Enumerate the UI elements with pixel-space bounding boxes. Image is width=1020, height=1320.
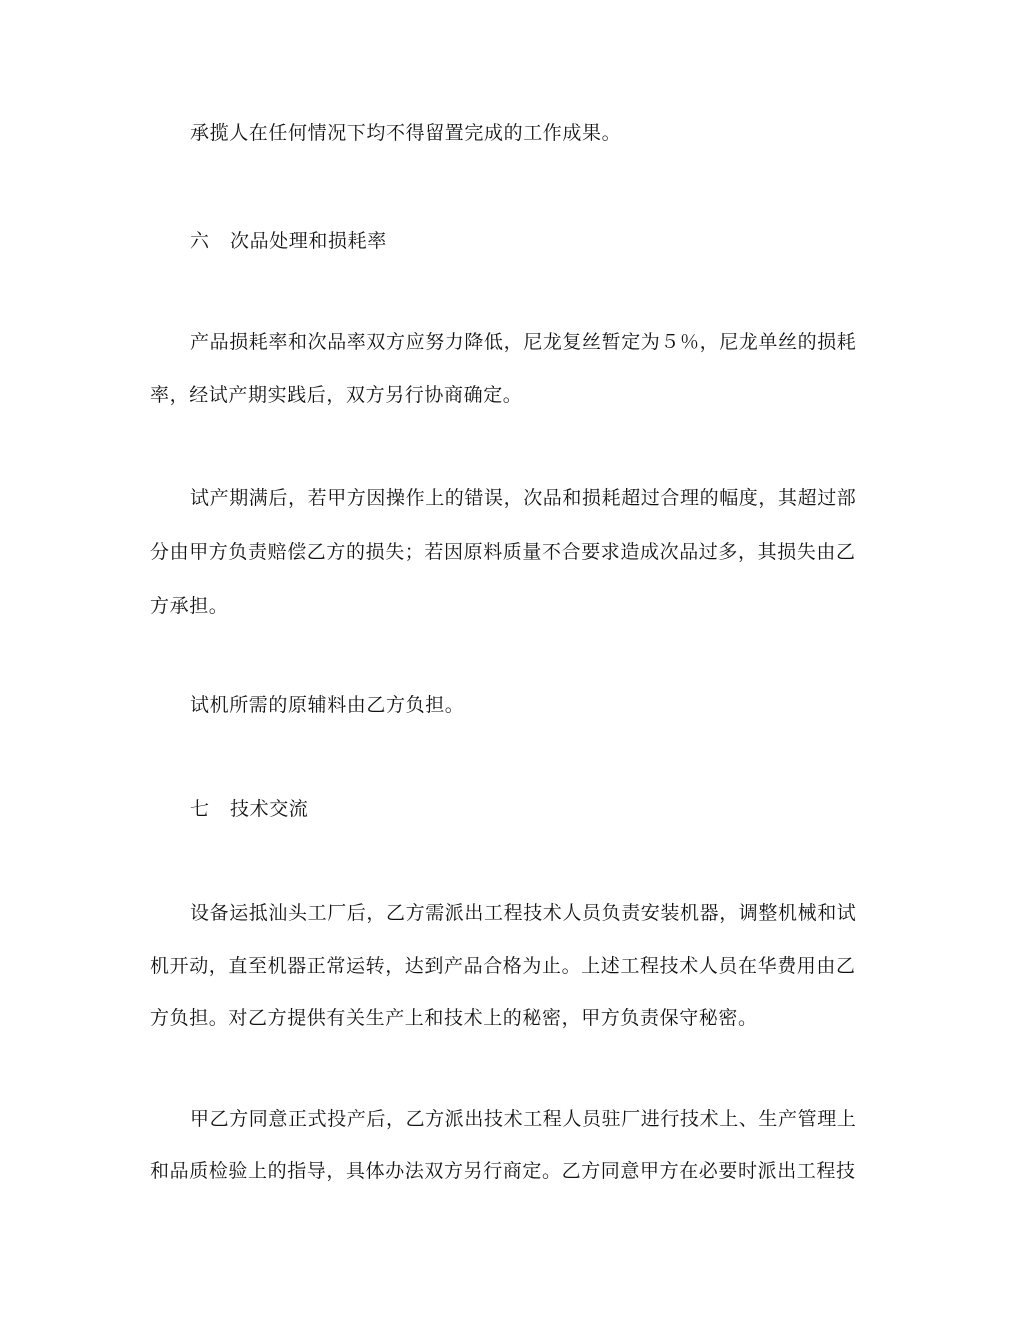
section-number: 六 <box>190 230 210 252</box>
paragraph-line: 率，经试产期实践后，双方另行协商确定。 <box>150 384 523 406</box>
paragraph-line: 方承担。 <box>150 595 229 617</box>
paragraph-line: 试产期满后，若甲方因操作上的错误，次品和损耗超过合理的幅度，其超过部 <box>190 487 857 509</box>
paragraph-line: 机开动，直至机器正常运转，达到产品合格为止。上述工程技术人员在华费用由乙 <box>150 955 856 977</box>
section-number: 七 <box>190 798 210 820</box>
paragraph-line: 方负担。对乙方提供有关生产上和技术上的秘密，甲方负责保守秘密。 <box>150 1007 758 1029</box>
paragraph-line: 设备运抵汕头工厂后，乙方需派出工程技术人员负责安装机器，调整机械和试 <box>190 902 857 924</box>
paragraph-line: 分由甲方负责赔偿乙方的损失；若因原料质量不合要求造成次品过多，其损失由乙 <box>150 541 856 563</box>
section-heading-6 <box>190 229 912 253</box>
section-heading-7 <box>190 797 912 821</box>
paragraph-line: 试机所需的原辅料由乙方负担。 <box>190 694 465 716</box>
paragraph-line: 承揽人在任何情况下均不得留置完成的工作成果。 <box>190 122 622 144</box>
section-title: 技术交流 <box>230 798 309 820</box>
paragraph-line: 和品质检验上的指导，具体办法双方另行商定。乙方同意甲方在必要时派出工程技 <box>150 1160 856 1182</box>
paragraph-line: 产品损耗率和次品率双方应努力降低，尼龙复丝暂定为５％，尼龙单丝的损耗 <box>190 331 857 353</box>
section-title: 次品处理和损耗率 <box>230 230 387 252</box>
paragraph-line: 甲乙方同意正式投产后，乙方派出技术工程人员驻厂进行技术上、生产管理上 <box>190 1108 857 1130</box>
